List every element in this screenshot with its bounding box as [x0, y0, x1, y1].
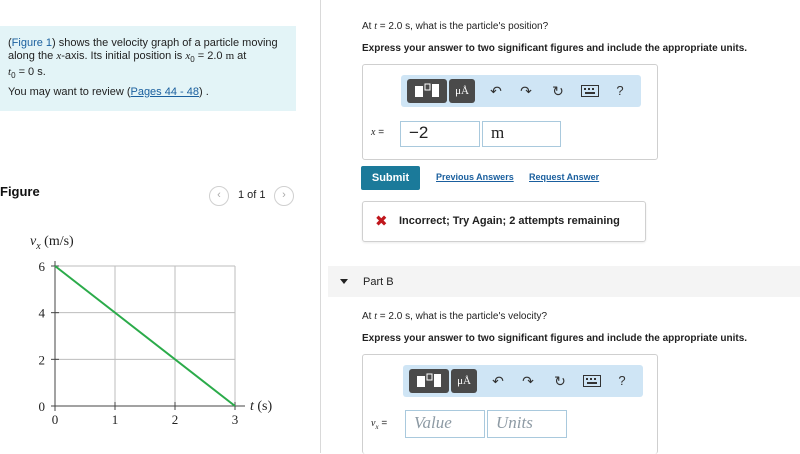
review-pages-link[interactable]: Pages 44 - 48	[130, 86, 199, 98]
y-tick-label: 6	[38, 259, 45, 274]
part-a-equation-toolbar	[401, 75, 641, 107]
figure-pager: 1 of 1	[238, 189, 266, 201]
figure-title: Figure	[0, 184, 40, 199]
part-a-units-input[interactable]: m	[482, 121, 561, 147]
undo-icon[interactable]: ↶	[492, 373, 504, 389]
x-tick-label: 2	[171, 412, 179, 427]
panel-divider	[320, 0, 321, 453]
request-answer-link[interactable]: Request Answer	[529, 172, 600, 182]
reset-icon[interactable]: ↻	[554, 373, 566, 389]
review-text: You may want to review (Pages 44 - 48) .	[8, 86, 209, 98]
redo-icon[interactable]: ↷	[522, 373, 534, 389]
problem-intro-panel	[0, 26, 296, 111]
y-tick-label: 4	[38, 305, 45, 321]
reset-icon[interactable]: ↻	[552, 83, 564, 99]
part-b-question: At t = 2.0 s, what is the particle's velocity?	[362, 311, 548, 322]
velocity-graph	[0, 225, 300, 440]
help-icon[interactable]: ?	[618, 373, 626, 388]
units-mu-button[interactable]: μÅ	[449, 79, 475, 103]
part-a-answer-box	[362, 64, 658, 160]
problem-statement: (Figure 1) shows the velocity graph of a particle moving along the x-axis. Its initial position is $x_0 = 2.0$ m at $t_0 = 0$ s.	[8, 37, 278, 81]
error-x-icon: ✖	[375, 213, 388, 230]
submit-button[interactable]: Submit	[361, 166, 420, 190]
part-b-value-input[interactable]: Value	[405, 410, 485, 438]
part-a-value-input[interactable]: −2	[400, 121, 480, 147]
part-b-equation-toolbar	[403, 365, 643, 397]
y-tick-label: 2	[38, 352, 45, 368]
redo-icon[interactable]: ↷	[520, 83, 532, 99]
chevron-left-icon[interactable]: ‹	[209, 186, 229, 206]
feedback-text: Incorrect; Try Again; 2 attempts remaining	[399, 215, 620, 227]
keyboard-icon[interactable]	[581, 371, 603, 391]
chart-x-axis-label: t (s)	[250, 399, 273, 414]
templates-icon[interactable]	[407, 79, 447, 103]
x-tick-label: 1	[111, 412, 119, 427]
y-tick-label: 0	[38, 399, 45, 414]
part-a-variable-label: x =	[371, 127, 385, 138]
chart-y-axis-label: $v_x$ (m/s)	[30, 234, 74, 252]
part-b-instruction: Express your answer to two significant figures and include the appropriate units.	[362, 333, 748, 344]
keyboard-icon[interactable]	[579, 81, 601, 101]
chevron-right-icon[interactable]: ›	[274, 186, 294, 206]
collapse-caret-icon[interactable]	[340, 279, 348, 284]
part-b-header[interactable]	[328, 266, 800, 297]
help-icon[interactable]: ?	[616, 83, 624, 98]
figure-1-link[interactable]: Figure 1	[11, 37, 53, 49]
x-tick-label: 3	[231, 412, 239, 427]
velocity-series-line	[55, 266, 235, 406]
part-b-answer-box	[362, 354, 658, 454]
part-b-label[interactable]: Part B	[363, 276, 394, 288]
previous-answers-link[interactable]: Previous Answers	[436, 172, 514, 182]
templates-icon[interactable]	[409, 369, 449, 393]
feedback-message	[362, 201, 646, 242]
part-b-units-input[interactable]: Units	[487, 410, 567, 438]
part-a-instruction: Express your answer to two significant figures and include the appropriate units.	[362, 43, 748, 54]
part-a-question: At t = 2.0 s, what is the particle's position?	[362, 21, 549, 32]
units-mu-button[interactable]: μÅ	[451, 369, 477, 393]
part-b-variable-label: $v_x$ =	[371, 418, 388, 431]
x-tick-label: 0	[51, 412, 59, 427]
undo-icon[interactable]: ↶	[490, 83, 502, 99]
